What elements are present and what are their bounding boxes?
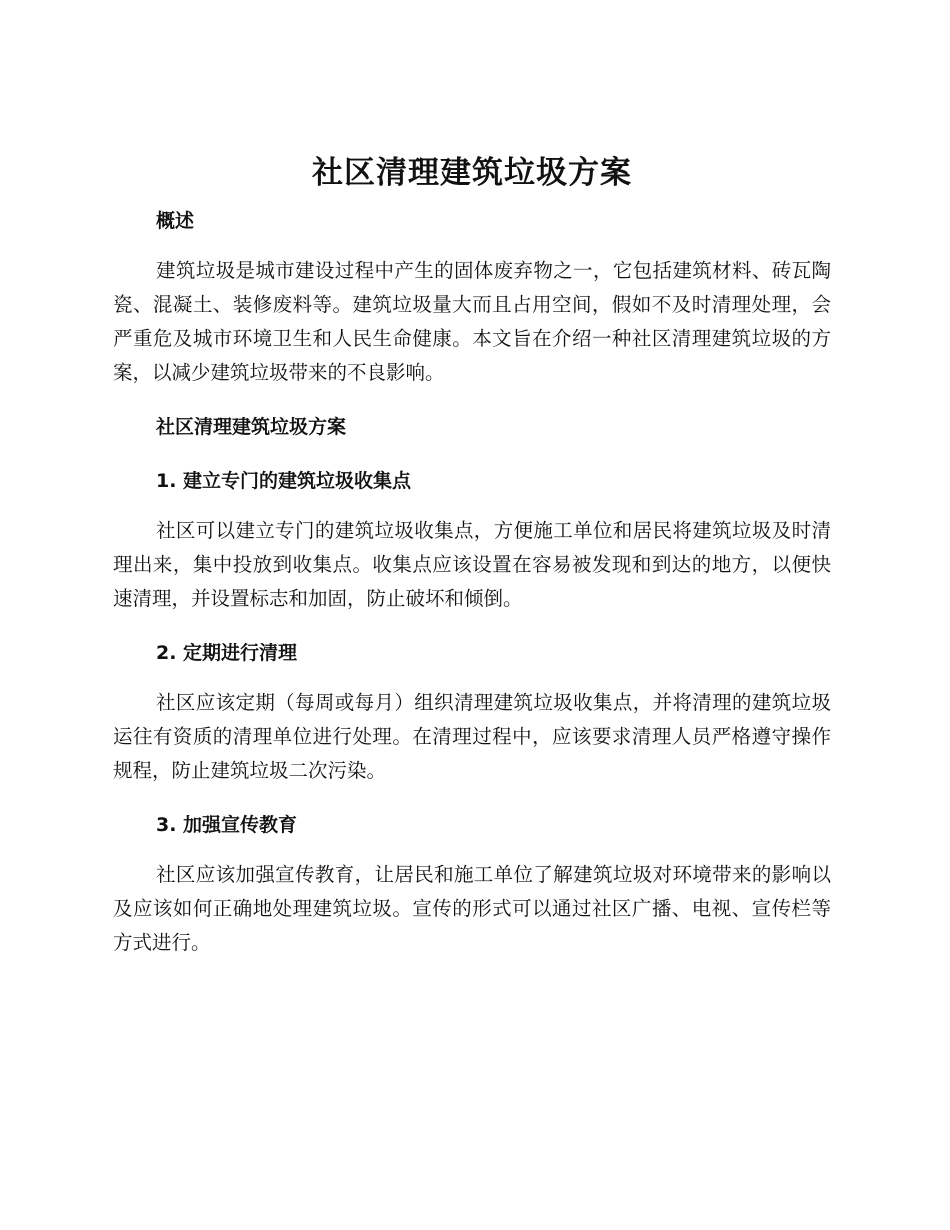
section-1-heading: 1. 建立专门的建筑垃圾收集点 <box>156 470 412 492</box>
overview-heading: 概述 <box>156 210 195 232</box>
plan-heading: 社区清理建筑垃圾方案 <box>156 416 347 438</box>
document-title: 社区清理建筑垃圾方案 <box>312 155 632 191</box>
section-3-paragraph: 社区应该加强宣传教育，让居民和施工单位了解建筑垃圾对环境带来的影响以及应该如何正确地处理建筑垃圾。宣传的形式可以通过社区广播、电视、宣传栏等方式进行。 <box>113 863 831 954</box>
section-2-paragraph: 社区应该定期（每周或每月）组织清理建筑垃圾收集点，并将清理的建筑垃圾运往有资质的清理单位进行处理。在清理过程中，应该要求清理人员严格遵守操作规程，防止建筑垃圾二次污染。 <box>113 691 831 782</box>
section-2-heading: 2. 定期进行清理 <box>156 642 298 664</box>
section-3-heading: 3. 加强宣传教育 <box>156 814 298 836</box>
document-body <box>113 148 831 960</box>
overview-paragraph: 建筑垃圾是城市建设过程中产生的固体废弃物之一，它包括建筑材料、砖瓦陶瓷、混凝土、装修废料等。建筑垃圾量大而且占用空间，假如不及时清理处理，会严重危及城市环境卫生和人民生命健康。本文旨在介绍一种社区清理建筑垃圾的方案，以减少建筑垃圾带来的不良影响。 <box>113 259 831 384</box>
section-1-paragraph: 社区可以建立专门的建筑垃圾收集点，方便施工单位和居民将建筑垃圾及时清理出来，集中投放到收集点。收集点应该设置在容易被发现和到达的地方，以便快速清理，并设置标志和加固，防止破坏和倾倒。 <box>113 519 831 610</box>
